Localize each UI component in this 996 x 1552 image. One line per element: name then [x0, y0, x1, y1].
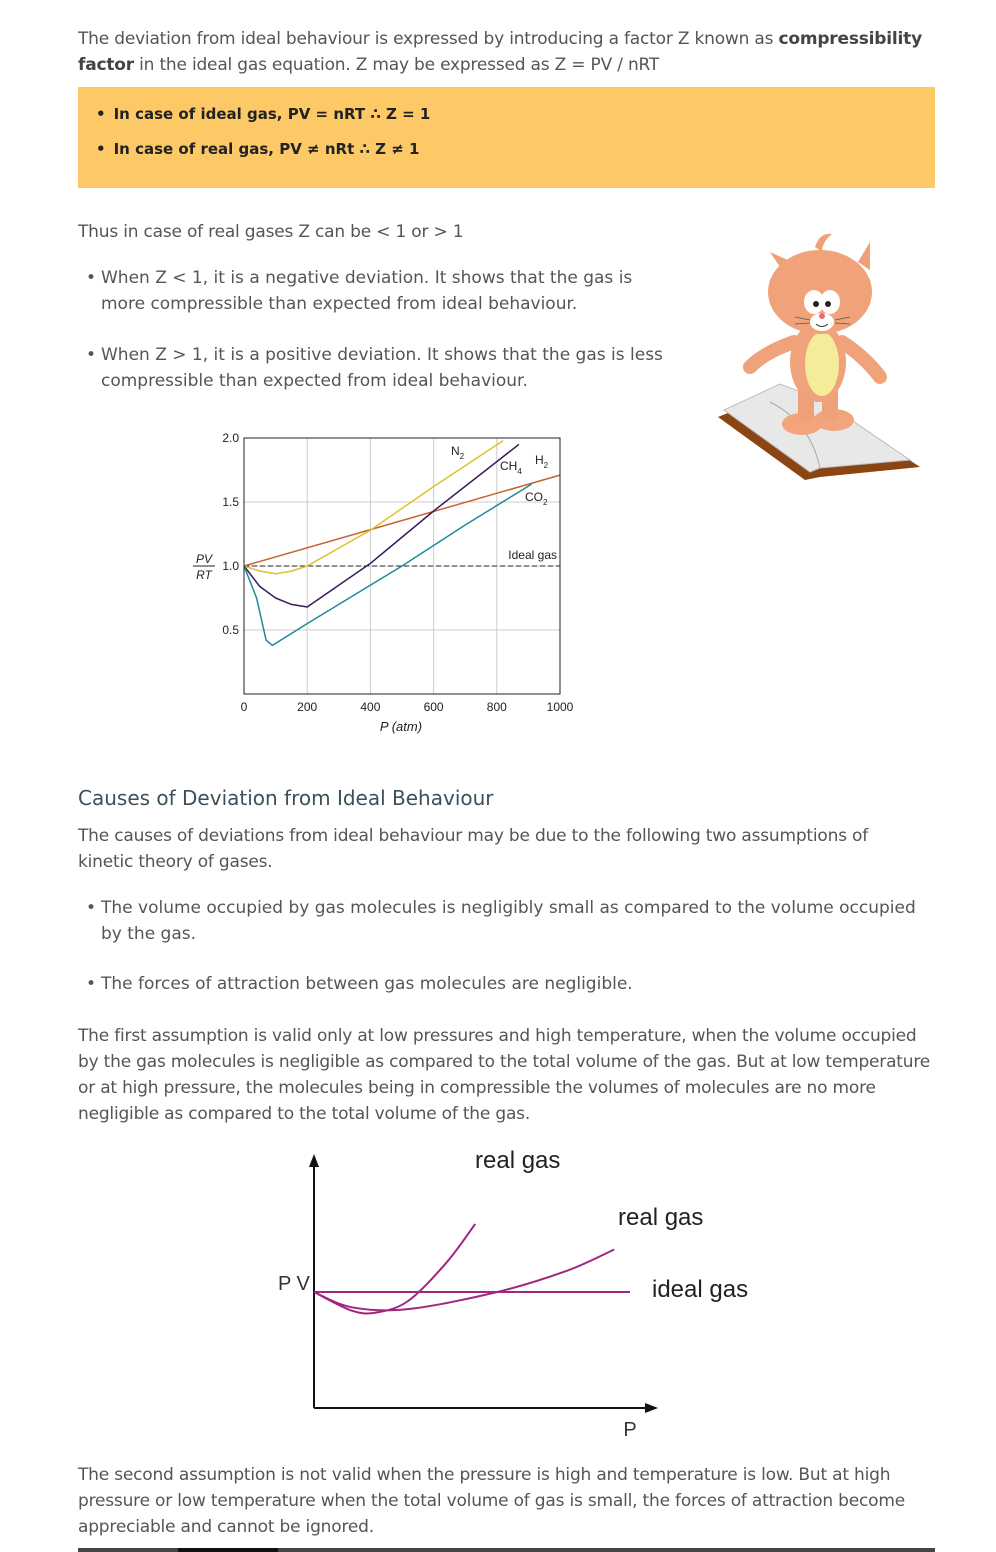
- real-gas-label-gentle: real gas: [618, 1204, 704, 1231]
- series-label-ch4: $CH_4$: [500, 459, 522, 476]
- y-tick-label: 1.5: [222, 495, 239, 509]
- first-assumption-paragraph: The first assumption is valid only at low pressures and high temperature, when the volume occupied by the gas molecules is negligible as compared to the total volume of the gas. But at low temperature or at high pressure, the molecules being in compressible the volumes of molecules are no more negligible as compared to the total volume of the gas.: [78, 1026, 931, 1124]
- compressibility-chart-svg: [180, 425, 590, 745]
- series-line-co2: [244, 484, 532, 645]
- intro-text-end: in the ideal gas equation. Z may be expressed as Z = PV / nRT: [133, 55, 660, 75]
- y-tick-label: 1.0: [222, 559, 239, 573]
- y-tick-labels: [222, 431, 239, 637]
- causes-lead: The causes of deviations from ideal behaviour may be due to the following two assumptions of kinetic theory of gases.: [78, 826, 869, 872]
- x-tick-label: 400: [360, 700, 381, 714]
- series-labels: [451, 444, 549, 507]
- intro-paragraph: [78, 26, 935, 78]
- x-axis-arrow-icon: [645, 1403, 658, 1413]
- bullet-forces-assumption: • The forces of attraction between gas molecules are negligible.: [86, 971, 941, 997]
- cat-arm-right: [842, 342, 880, 377]
- y-axis-label-denominator: RT: [196, 568, 212, 582]
- compressibility-factor-term: compressibility factor: [78, 29, 922, 75]
- x-tick-label: 1000: [546, 700, 574, 714]
- note-item-ideal: • In case of ideal gas, PV = nRT ∴ Z = 1: [96, 105, 430, 123]
- y-tick-label: 2.0: [222, 431, 239, 445]
- x-tick-label: 800: [486, 700, 507, 714]
- cat-nose: [819, 313, 825, 319]
- series-line-real-gas-1: [314, 1224, 475, 1314]
- y-axis-label-numerator: PV: [195, 552, 213, 566]
- ideal-gas-label: Ideal gas: [508, 548, 557, 562]
- series-line-n2: [244, 441, 503, 574]
- y-axis-arrow-icon: [309, 1154, 319, 1167]
- series-line-real-gas-2: [314, 1250, 614, 1311]
- bottom-divider-segment: [178, 1548, 278, 1552]
- series-label-h2: $H_2$: [535, 453, 549, 470]
- series-label-co2: $CO_2$: [525, 490, 548, 507]
- x-axis-label: P: [623, 1419, 637, 1440]
- bullet-volume-assumption: • The volume occupied by gas molecules is negligibly small as compared to the volume occupied by the gas.: [86, 895, 941, 947]
- compressibility-chart: [180, 425, 590, 745]
- intro-text: The deviation from ideal behaviour is expressed by introducing a factor Z known as: [78, 29, 779, 49]
- bullet-positive-deviation: • When Z > 1, it is a positive deviation. It shows that the gas is less compressible than expected from ideal behaviour.: [86, 342, 671, 394]
- cat-on-book-icon: [710, 232, 930, 484]
- cat-pupil-left: [813, 301, 819, 307]
- x-tick-label: 200: [297, 700, 318, 714]
- note-item-real: • In case of real gas, PV ≠ nRt ∴ Z ≠ 1: [96, 140, 419, 158]
- ideal-gas-label: ideal gas: [652, 1276, 749, 1303]
- x-tick-label: 0: [240, 700, 248, 714]
- chart-series: [314, 1224, 630, 1314]
- z-note-box: [78, 87, 935, 188]
- bullet-negative-deviation: • When Z < 1, it is a negative deviation. It shows that the gas is more compressible than expected from ideal behaviour.: [86, 265, 681, 317]
- pv-vs-p-chart: [250, 1140, 770, 1440]
- real-gas-label-steep: real gas: [475, 1147, 561, 1174]
- cat-pupil-right: [825, 301, 831, 307]
- x-tick-labels: [241, 700, 574, 714]
- second-assumption-paragraph: The second assumption is not valid when the pressure is high and temperature is low. But at high pressure or low temperature when the total volume of gas is small, the forces of attraction become appreciable and cannot be ignored.: [78, 1465, 905, 1537]
- section-heading-causes: Causes of Deviation from Ideal Behaviour: [78, 786, 494, 810]
- x-axis-label: P (atm): [379, 719, 423, 734]
- y-tick-label: 0.5: [222, 623, 239, 637]
- cartoon-cat-illustration: [710, 232, 930, 484]
- y-axis-label: P V: [278, 1273, 310, 1295]
- z-lead: Thus in case of real gases Z can be < 1 or > 1: [78, 222, 464, 242]
- series-label-n2: $N_2$: [451, 444, 465, 461]
- cat-belly: [805, 332, 839, 396]
- bottom-divider: [78, 1548, 935, 1552]
- cat-hair-tuft: [815, 234, 832, 252]
- x-tick-label: 600: [423, 700, 444, 714]
- cat-arm-left: [750, 342, 794, 367]
- pv-vs-p-chart-svg: [250, 1140, 770, 1440]
